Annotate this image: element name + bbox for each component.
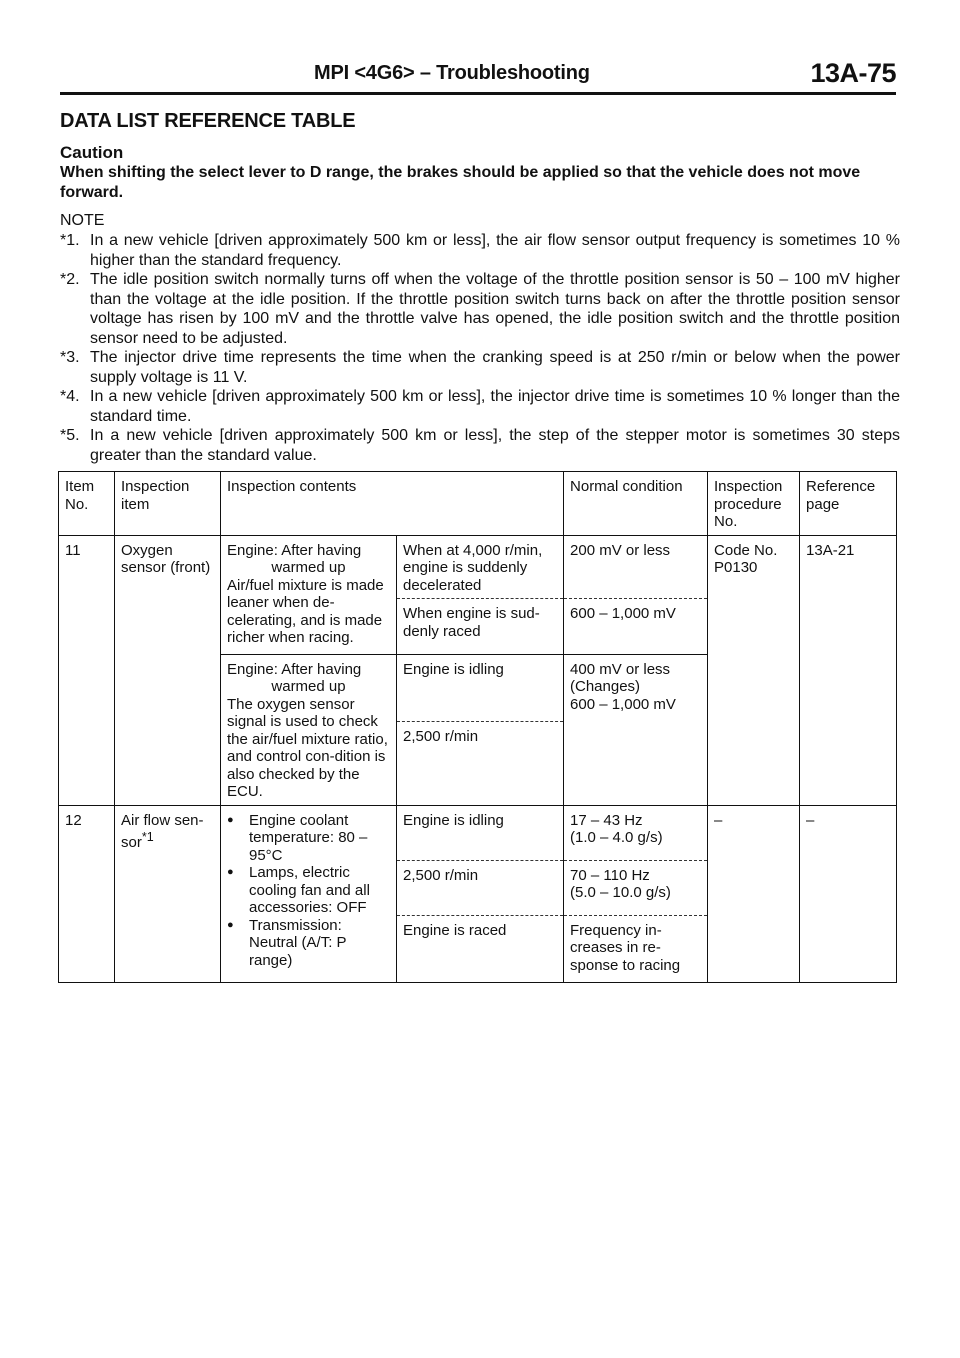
header-reference-page: Reference page xyxy=(800,472,897,536)
normal-condition-cell xyxy=(564,654,708,805)
reference-cell: – xyxy=(800,805,897,982)
procedure-cell: Code No. P0130 xyxy=(708,535,800,805)
table-header-row xyxy=(59,472,897,536)
normal-condition-cell xyxy=(564,805,708,860)
inspection-content-cell xyxy=(221,535,397,654)
reference-cell: 13A-21 xyxy=(800,535,897,805)
note-mark: *2. xyxy=(60,271,80,288)
normal-condition-cell: Frequency in-creases in re-sponse to racing xyxy=(564,915,708,982)
normal-condition-cell xyxy=(564,860,708,915)
caution-label: Caution xyxy=(60,143,124,162)
content-engine-text: Engine: After having xyxy=(227,541,362,559)
note-text: In a new vehicle [driven approximately 500 km or less], the injector drive time is sometimes 10 % longer than the standard time. xyxy=(90,388,900,425)
normal-value: 400 mV or less xyxy=(570,660,671,678)
content-detail-text: The oxygen sensor signal is used to check the air/fuel mixture ratio, and control con-dition is also checked by the ECU. xyxy=(227,695,388,800)
normal-value: (5.0 – 10.0 g/s) xyxy=(570,884,671,901)
procedure-cell: – xyxy=(708,805,800,982)
header-procedure-no: Inspection procedure No. xyxy=(708,472,800,536)
header-normal-condition: Normal condition xyxy=(564,472,708,536)
header-inspection-contents: Inspection contents xyxy=(221,472,564,536)
page-number: 13A-75 xyxy=(810,58,896,88)
item-number-cell: 12 xyxy=(59,805,115,982)
data-list-table xyxy=(58,471,897,983)
footnote-ref: *1 xyxy=(141,830,154,844)
page-header xyxy=(60,58,896,92)
note-item xyxy=(60,426,900,465)
header-inspection-item: Inspection item xyxy=(115,472,221,536)
header-item-no: Item No. xyxy=(59,472,115,536)
normal-condition-cell: 200 mV or less xyxy=(564,535,708,599)
inspection-content-cell xyxy=(221,805,397,982)
normal-value: (Changes) xyxy=(570,678,641,695)
condition-cell: Engine is raced xyxy=(397,915,564,982)
note-mark: *1. xyxy=(60,232,80,249)
condition-cell: 2,500 r/min xyxy=(397,721,564,805)
inspection-item-text: Air flow sen-sor xyxy=(121,811,204,851)
condition-bullet: ● Engine coolant temperature: 80 – 95°C xyxy=(227,812,390,865)
table-row xyxy=(59,805,897,860)
table-row xyxy=(59,535,897,599)
header-rule xyxy=(60,92,896,95)
page-content xyxy=(60,110,900,465)
note-text: In a new vehicle [driven approximately 500 km or less], the step of the stepper motor is sometimes 30 steps greater than the standard value. xyxy=(90,427,900,464)
content-detail-text: Air/fuel mixture is made leaner when de-celerating, and is made richer when racing. xyxy=(227,576,384,646)
content-engine-text: Engine: After having xyxy=(227,660,362,678)
content-warm-text: warmed up xyxy=(271,678,346,695)
note-text: In a new vehicle [driven approximately 500 km or less], the air flow sensor output frequency is sometimes 10 % higher than the standard frequency. xyxy=(90,232,900,269)
note-item xyxy=(60,231,900,270)
content-warm-text: warmed up xyxy=(271,559,346,576)
caution-text: When shifting the select lever to D range, the brakes should be applied so that the vehicle does not move forward. xyxy=(60,164,861,201)
inspection-item-cell xyxy=(115,805,221,982)
condition-cell: Engine is idling xyxy=(397,805,564,860)
section-title: DATA LIST REFERENCE TABLE xyxy=(60,110,356,132)
normal-value: 70 – 110 Hz xyxy=(570,866,650,884)
normal-value: (1.0 – 4.0 g/s) xyxy=(570,829,663,846)
note-label: NOTE xyxy=(60,212,105,229)
note-item xyxy=(60,348,900,387)
note-mark: *3. xyxy=(60,349,80,366)
normal-value: 17 – 43 Hz xyxy=(570,811,643,829)
note-list xyxy=(60,231,900,465)
condition-bullet: ● Transmission: Neutral (A/T: P range) xyxy=(227,917,390,970)
condition-bullet: ● Lamps, electric cooling fan and all accessories: OFF xyxy=(227,864,390,917)
note-item xyxy=(60,387,900,426)
normal-condition-cell: 600 – 1,000 mV xyxy=(564,599,708,655)
document-title: MPI <4G6> – Troubleshooting xyxy=(314,62,590,84)
note-mark: *5. xyxy=(60,427,80,444)
inspection-content-cell xyxy=(221,654,397,805)
condition-cell: When engine is sud-denly raced xyxy=(397,599,564,655)
condition-cell: 2,500 r/min xyxy=(397,860,564,915)
note-text: The idle position switch normally turns off when the voltage of the throttle position sensor is 50 – 100 mV higher than the voltage at the idle position. If the throttle position switch turns back on after the throttle position sensor voltage has risen by 100 mV and the throttle valve has opened, the idle position switch and the throttle position sensor need to be adjusted. xyxy=(90,271,900,347)
note-mark: *4. xyxy=(60,388,80,405)
condition-cell: When at 4,000 r/min, engine is suddenly decelerated xyxy=(397,535,564,599)
condition-cell: Engine is idling xyxy=(397,654,564,721)
item-number-cell: 11 xyxy=(59,535,115,805)
note-text: The injector drive time represents the time when the cranking speed is at 250 r/min or below when the power supply voltage is 11 V. xyxy=(90,349,900,386)
inspection-item-cell: Oxygen sensor (front) xyxy=(115,535,221,805)
normal-value: 600 – 1,000 mV xyxy=(570,695,676,713)
note-item xyxy=(60,270,900,348)
